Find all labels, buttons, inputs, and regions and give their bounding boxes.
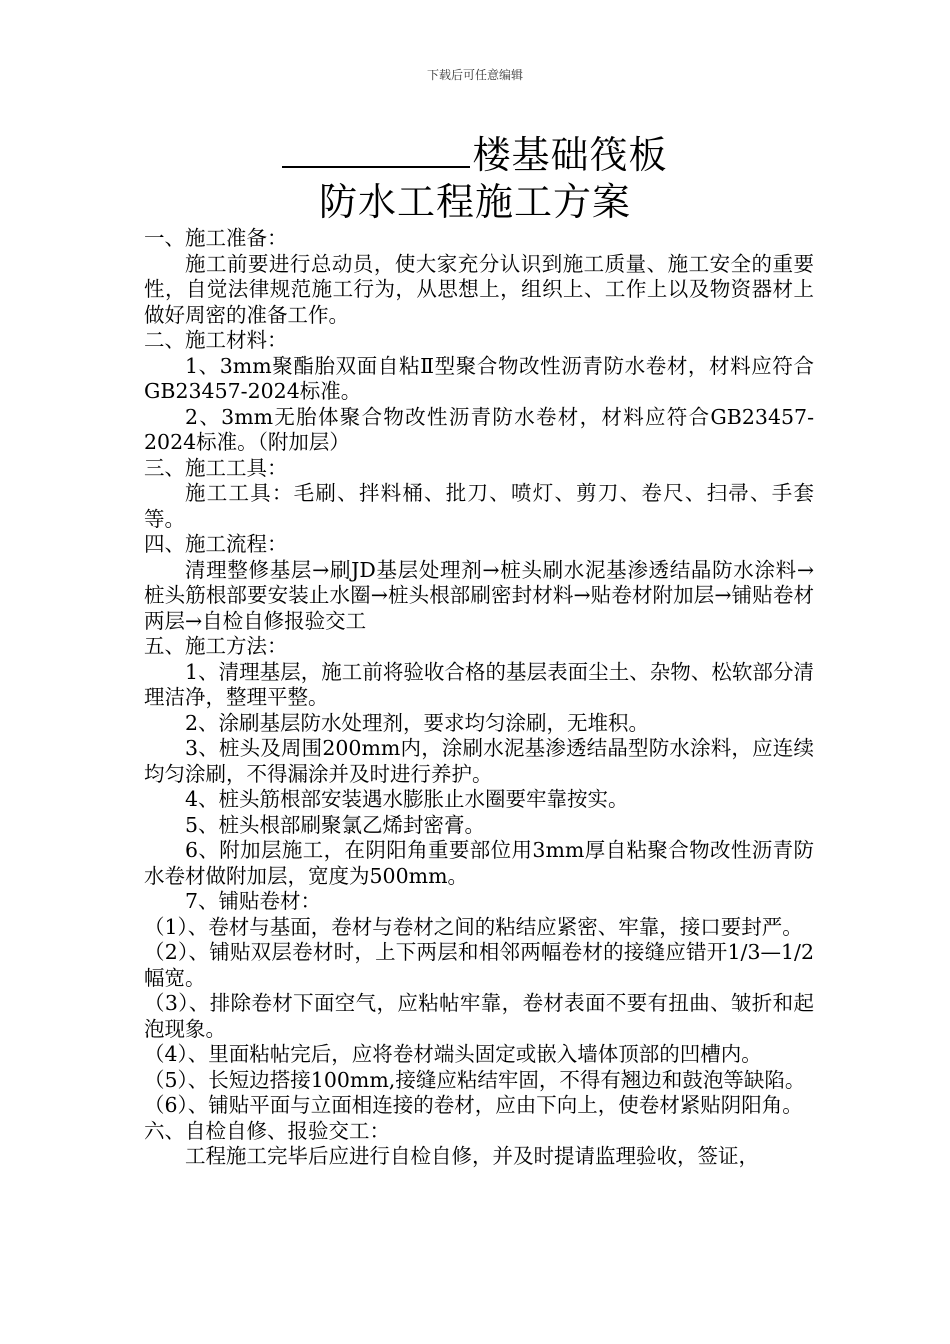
- methods-item-1: 1、清理基层，施工前将验收合格的基层表面尘土、杂物、松软部分清理洁净，整理平整。: [144, 659, 814, 709]
- methods-subitem-4: （4）、里面粘帖完后，应将卷材端头固定或嵌入墙体顶部的凹槽内。: [144, 1042, 762, 1066]
- methods-subitem-3: （3）、排除卷材下面空气，应粘帖牢靠，卷材表面不要有扭曲、皱折和起泡现象。: [144, 991, 814, 1041]
- section-body-preparation: 施工前要进行总动员，使大家充分认识到施工质量、施工安全的重要性，自觉法律规范施工行为，从思想上，组织上、工作上以及物资器材上做好周密的准备工作。: [144, 251, 814, 327]
- page-header-note: 下载后可任意编辑: [426, 68, 523, 82]
- section-heading-methods: 五、施工方法：: [144, 634, 288, 658]
- section-body-process: 清理整修基层→刷JD基层处理剂→桩头刷水泥基渗透结晶防水涂料→桩头筋根部要安装止水圈→桩头根部刷密封材料→贴卷材附加层→铺贴卷材两层→自检自修报验交工: [144, 557, 814, 633]
- methods-subitem-2: （2）、铺贴双层卷材时，上下两层和相邻两幅卷材的接缝应错开1/3—1/2幅宽。: [144, 940, 814, 990]
- title-blank-underline: [282, 128, 470, 168]
- document-title-line1: [0, 128, 950, 179]
- section-body-inspection: 工程施工完毕后应进行自检自修，并及时提请监理验收，签证，: [185, 1144, 759, 1168]
- title-line1-text: 楼基础筏板: [472, 133, 668, 177]
- methods-item-6: 6、附加层施工，在阴阳角重要部位用3mm厚自粘聚合物改性沥青防水卷材做附加层，宽度为500mm。: [144, 838, 814, 888]
- section-heading-materials: 二、施工材料：: [144, 328, 288, 352]
- methods-item-3: 3、桩头及周围200mm内，涂刷水泥基渗透结晶型防水涂料，应连续均匀涂刷，不得漏涂并及时进行养护。: [144, 736, 814, 786]
- methods-subitem-1: （1）、卷材与基面，卷材与卷材之间的粘结应紧密、牢靠，接口要封严。: [144, 914, 803, 939]
- section-heading-preparation: 一、施工准备：: [144, 226, 288, 250]
- methods-item-2: 2、涂刷基层防水处理剂，要求均匀涂刷，无堆积。: [185, 710, 650, 735]
- methods-subitem-5: （5）、长短边搭接100mm,接缝应粘结牢固，不得有翘边和鼓泡等缺陷。: [144, 1067, 806, 1092]
- methods-subitem-6: （6）、铺贴平面与立面相连接的卷材，应由下向上，使卷材紧贴阴阳角。: [144, 1093, 803, 1117]
- methods-item-4: 4、桩头筋根部安装遇水膨胀止水圈要牢靠按实。: [185, 787, 629, 811]
- document-body: [144, 226, 814, 1170]
- section-heading-inspection: 六、自检自修、报验交工：: [144, 1118, 390, 1143]
- methods-item-7: 7、铺贴卷材：: [185, 889, 322, 913]
- section-heading-process: 四、施工流程：: [144, 532, 288, 556]
- section-body-tools: 施工工具：毛刷、拌料桶、批刀、喷灯、剪刀、卷尺、扫帚、手套等。: [144, 481, 814, 531]
- document-title-line2: 防水工程施工方案: [318, 180, 631, 224]
- methods-item-5: 5、桩头根部刷聚氯乙烯封密膏。: [185, 812, 486, 837]
- materials-item-2: 2、3mm无胎体聚合物改性沥青防水卷材，材料应符合GB23457-2024标准。（附加层）: [144, 404, 814, 454]
- section-heading-tools: 三、施工工具：: [144, 455, 288, 480]
- materials-item-1: 1、3mm聚酯胎双面自粘Ⅱ型聚合物改性沥青防水卷材，材料应符合GB23457-2024标准。: [144, 353, 814, 403]
